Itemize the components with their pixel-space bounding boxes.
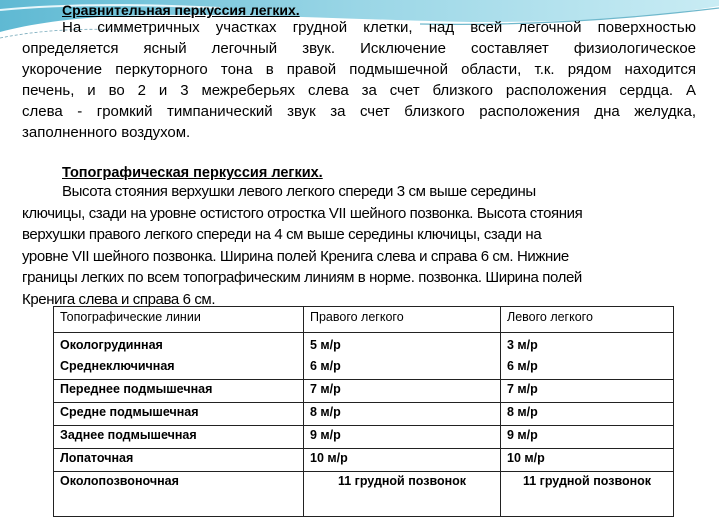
table-cell: 10 м/р — [501, 449, 674, 472]
table-row — [54, 380, 674, 403]
table-cell: 9 м/р — [501, 426, 674, 449]
cell-text: Среднеключичная — [60, 359, 175, 373]
lung-borders-table — [53, 306, 674, 517]
paragraph-line: Кренига слева и справа 6 см. — [22, 290, 216, 308]
table-header-cell: Правого легкого — [304, 307, 501, 333]
table-row — [54, 403, 674, 426]
table-cell: Средне подмышечная — [54, 403, 304, 426]
table-cell: Переднее подмышечная — [54, 380, 304, 403]
paragraph-line: слева - громкий тимпанический звук за счет близкого расположения дна желудка, — [22, 103, 696, 120]
paragraph-line: заполненного воздухом. — [22, 124, 191, 141]
cell-text: Окологрудинная — [60, 338, 163, 352]
table-cell: Заднее подмышечная — [54, 426, 304, 449]
section-title-comparative-percussion: Сравнительная перкуссия легких. — [62, 2, 300, 18]
table-cell: 11 грудной позвонок — [304, 472, 501, 517]
table-cell — [54, 333, 304, 380]
table-row — [54, 472, 674, 517]
section-title-topographic-percussion: Топографическая перкуссия легких. — [62, 165, 323, 181]
table-cell: 11 грудной позвонок — [501, 472, 674, 517]
paragraph-line: верхушки правого легкого спереди на 4 см выше середины ключицы, сзади на — [22, 226, 542, 243]
paragraph-line: уровне VII шейного позвонка. Ширина полей Кренига слева и справа 6 см. Нижние — [22, 247, 569, 265]
table-cell: Лопаточная — [54, 449, 304, 472]
section-body-topographic-percussion — [22, 181, 696, 310]
paragraph-line: Высота стояния верхушки левого легкого спереди 3 см выше середины — [62, 183, 536, 200]
table-row — [54, 449, 674, 472]
cell-text: 5 м/р — [310, 338, 341, 352]
cell-text: 6 м/р — [507, 359, 538, 373]
table-cell: 9 м/р — [304, 426, 501, 449]
table-cell: Околопозвоночная — [54, 472, 304, 517]
table-row — [54, 333, 674, 380]
cell-text: 3 м/р — [507, 338, 538, 352]
table-cell: 10 м/р — [304, 449, 501, 472]
table-cell — [304, 333, 501, 380]
cell-text: 6 м/р — [310, 359, 341, 373]
table-row — [54, 426, 674, 449]
table-cell: 7 м/р — [304, 380, 501, 403]
paragraph-line: укорочение перкуторного тона в правой подмышечной области, т.к. рядом находится — [22, 61, 696, 78]
table-cell: 8 м/р — [304, 403, 501, 426]
table-cell: 8 м/р — [501, 403, 674, 426]
table-header-cell: Левого легкого — [501, 307, 674, 333]
table-header-row — [54, 307, 674, 333]
paragraph-line: На симметричных участках грудной клетки, над всей легочной поверхностью — [62, 19, 696, 36]
paragraph-line: печень, и во 2 и 3 межреберьях слева за счет близкого расположения сердца. А — [22, 82, 696, 99]
table-header-cell: Топографические линии — [54, 307, 304, 333]
section-body-comparative-percussion — [22, 17, 696, 143]
paragraph-line: границы легких по всем топографическим линиям в норме. позвонка. Ширина полей — [22, 269, 582, 286]
table-cell: 7 м/р — [501, 380, 674, 403]
paragraph-line: ключицы, сзади на уровне остистого отростка VII шейного позвонка. Высота стояния — [22, 204, 583, 222]
table-cell — [501, 333, 674, 380]
paragraph-line: определяется ясный легочный звук. Исключение составляет физиологическое — [22, 40, 696, 57]
